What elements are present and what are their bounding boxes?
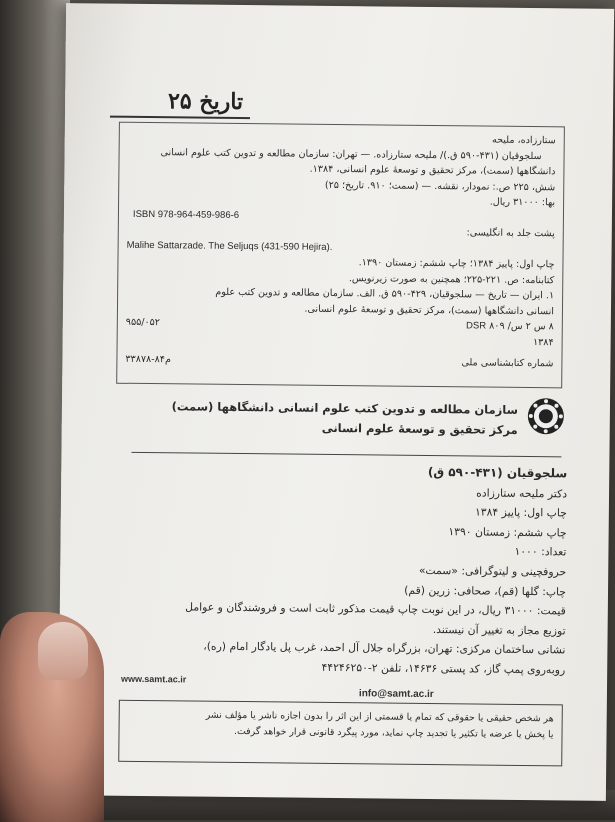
- cataloging-box: [116, 122, 565, 389]
- cat-line: پشت جلد به انگلیسی:: [466, 227, 555, 240]
- classification-fa: ۸ س ۲ س/ ۸۰۹ DSR: [465, 320, 554, 333]
- address-2: روبه‌روی پمپ گاز، کد پستی ۱۴۶۳۶، تلفن ۲-۴۴۲۴۶۲۵۰: [321, 660, 566, 677]
- first-print: چاپ اول: پاییز ۱۳۸۴: [474, 505, 567, 520]
- cat-line: دانشگاهها (سمت)، مرکز تحقیق و توسعهٔ علوم انسانی، ۱۳۸۴.: [309, 163, 556, 178]
- sixth-print: چاپ ششم: زمستان ۱۳۹۰: [448, 524, 567, 540]
- typesetting: حروفچینی و لیتوگرافی: «سمت»: [418, 563, 567, 579]
- series-underline: [110, 116, 250, 119]
- cat-line: کتابنامه: ص. ۲۲۱-۲۲۵؛ همچنین به صورت زیرنویس.: [348, 272, 555, 286]
- author: دکتر ملیحه ستارزاده: [476, 486, 568, 501]
- copyright-notice: [118, 700, 563, 767]
- website-link[interactable]: www.samt.ac.ir: [121, 673, 187, 685]
- printing: چاپ: گلها (قم)، صحافی: زرین (قم): [404, 583, 567, 598]
- cat-line: شش، ۲۲۵ ص.: نمودار، نقشه. — (سمت؛ ۹۱۰. تاریخ؛ ۲۵): [324, 179, 556, 193]
- samt-logo-icon: [526, 396, 566, 436]
- national-label: شماره کتابشناسی ملی: [461, 357, 554, 370]
- publisher-block: [122, 392, 566, 445]
- price: قیمت: ۳۱۰۰۰ ریال، در این نوبت چاپ قیمت مذکور ثابت است و فروشندگان و عوامل: [185, 600, 566, 618]
- national-number: م۸۴-۳۳۸۷۸: [125, 353, 171, 366]
- divider: [131, 452, 561, 458]
- address: نشانی ساختمان مرکزی: تهران، بزرگراه جلال آل احمد، غرب پل یادگار امام (ره)،: [203, 639, 566, 657]
- notice-line: هر شخص حقیقی یا حقوقی که تمام یا قسمتی از این اثر را بدون اجازه ناشر یا مؤلف نشر: [205, 709, 554, 725]
- print-count: تعداد: ۱۰۰۰: [514, 545, 567, 559]
- publication-details: [125, 460, 567, 680]
- cat-year: ۱۳۸۴: [532, 336, 554, 348]
- cat-line: ستارزاده، ملیحه: [491, 134, 556, 147]
- notice-line: یا پخش یا عرضه یا تکثیر یا تجدید چاپ نماید، مورد پیگرد قانونی قرار خواهد گرفت.: [233, 725, 554, 741]
- series-label: تاریخ ۲۵: [167, 88, 244, 116]
- cat-line: چاپ اول: پاییز ۱۳۸۴؛ چاپ ششم: زمستان ۱۳۹۰.: [358, 257, 555, 271]
- isbn: ISBN 978-964-459-986-6: [132, 208, 240, 221]
- publisher-name: سازمان مطالعه و تدوین کتب علوم انسانی دانشگاهها (سمت): [171, 399, 519, 417]
- email-link[interactable]: info@samt.ac.ir: [358, 688, 434, 701]
- cat-line: انسانی دانشگاهها (سمت)، مرکز تحقیق و توسعهٔ علوم انسانی.: [304, 303, 555, 317]
- publisher-center: مرکز تحقیق و توسعهٔ علوم انسانی: [321, 420, 518, 437]
- english-title: Malihe Sattarzade. The Seljuqs (431-590 Hejira).: [126, 239, 333, 253]
- cat-line: بها: ۳۱۰۰۰ ریال.: [489, 196, 556, 209]
- cat-line: ۱. ایران — تاریخ — سلجوقیان، ۴۲۹-۵۹۰ ق. الف. سازمان مطالعه و تدوین کتب علوم: [215, 286, 555, 302]
- book-page: [58, 3, 614, 801]
- dewey-number: ۹۵۵/۰۵۲: [125, 316, 161, 329]
- distribution: توزیع مجاز به تغییر آن نیستند.: [432, 622, 566, 638]
- thumbnail: [38, 622, 88, 680]
- cat-line: سلجوقیان (۴۳۱-۵۹۰ ق.)/ ملیحه ستارزاده. — تهران: سازمان مطالعه و تدوین کتب علوم انسانی: [160, 146, 542, 162]
- national-bibliography-row: [125, 352, 553, 372]
- book-title: سلجوقیان (۴۳۱-۵۹۰ ق): [427, 464, 568, 481]
- publisher-text: [171, 396, 518, 440]
